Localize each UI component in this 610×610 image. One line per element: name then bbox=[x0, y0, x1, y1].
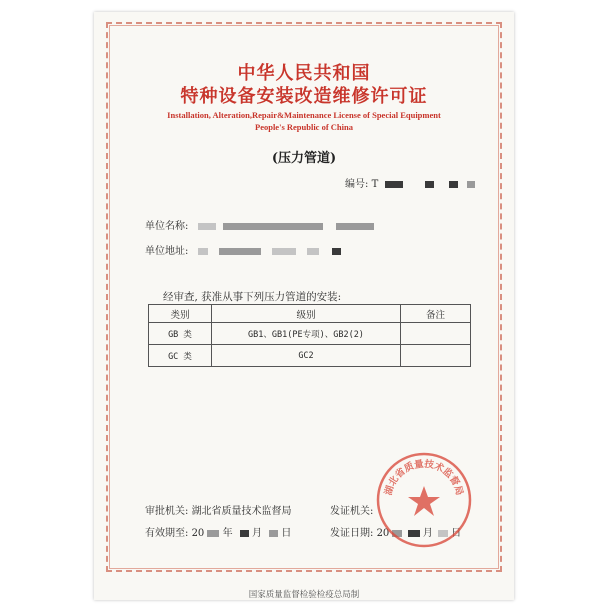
seal-text: 湖北省质量技术监督局 bbox=[383, 458, 465, 497]
issue-date-label: 发证日期: bbox=[330, 528, 374, 539]
issue-day-char: 日 bbox=[451, 528, 462, 539]
license-subtype: (压力管道) bbox=[271, 151, 337, 166]
redaction-mark bbox=[198, 223, 216, 230]
holder-address-row bbox=[145, 242, 341, 257]
redaction-mark bbox=[272, 248, 296, 255]
row-category: GB 类 bbox=[149, 323, 212, 345]
header-note: 备注 bbox=[401, 305, 471, 323]
redaction-mark bbox=[336, 223, 374, 230]
issuer-footnote: 国家质量监督检验检疫总局制 bbox=[248, 590, 360, 600]
license-number-prefix: T bbox=[371, 179, 379, 190]
validity-year-prefix: 20 bbox=[191, 528, 205, 539]
validity-label: 有效期至: bbox=[145, 528, 189, 539]
license-number bbox=[345, 175, 475, 190]
certificate-paper bbox=[94, 12, 514, 600]
redaction-mark bbox=[198, 248, 208, 255]
redaction-mark bbox=[449, 181, 458, 188]
header-category: 类别 bbox=[149, 305, 212, 323]
redaction-mark bbox=[240, 530, 249, 537]
row-category: GC 类 bbox=[149, 345, 212, 367]
official-seal bbox=[374, 450, 474, 550]
validity-day-char: 日 bbox=[281, 528, 292, 539]
approval-authority-row bbox=[145, 502, 292, 517]
holder-address-label: 单位地址: bbox=[145, 246, 189, 257]
validity-month-char: 月 bbox=[252, 528, 263, 539]
row-level: GC2 bbox=[212, 345, 401, 367]
redaction-mark bbox=[207, 530, 219, 537]
redaction-mark bbox=[385, 181, 403, 188]
issue-year-prefix: 20 bbox=[376, 528, 390, 539]
redaction-mark bbox=[425, 181, 434, 188]
title-cn-line2: 特种设备安装改造维修许可证 bbox=[180, 86, 428, 107]
issue-month-char: 月 bbox=[422, 528, 433, 539]
redaction-mark bbox=[219, 248, 261, 255]
redaction-mark bbox=[332, 248, 341, 255]
holder-name-label: 单位名称: bbox=[145, 221, 189, 232]
redaction-mark bbox=[467, 181, 475, 188]
holder-name-row bbox=[145, 217, 374, 232]
validity-row bbox=[145, 524, 291, 539]
row-note bbox=[401, 323, 471, 345]
row-note bbox=[401, 345, 471, 367]
title-en-line1: Installation, Alteration,Repair&Maintenance License of Special Equipment bbox=[167, 110, 441, 120]
redaction-mark bbox=[223, 223, 323, 230]
permit-table bbox=[148, 304, 471, 367]
license-number-label: 编号: bbox=[345, 179, 369, 190]
redaction-mark bbox=[307, 248, 319, 255]
permit-intro: 经审查, 获准从事下列压力管道的安装: bbox=[163, 291, 342, 303]
issuer-row bbox=[330, 502, 373, 517]
table-row bbox=[149, 345, 471, 367]
validity-year-char: 年 bbox=[222, 528, 233, 539]
title-cn-line1: 中华人民共和国 bbox=[237, 63, 371, 84]
approval-label: 审批机关: bbox=[145, 506, 189, 517]
issuer-label: 发证机关: bbox=[330, 506, 374, 517]
table-row bbox=[149, 323, 471, 345]
table-header-row bbox=[149, 305, 471, 323]
header-level: 级别 bbox=[212, 305, 401, 323]
star-icon bbox=[408, 486, 440, 516]
redaction-mark bbox=[269, 530, 278, 537]
title-en-line2: People's Republic of China bbox=[255, 122, 353, 132]
row-level: GB1、GB1(PE专项)、GB2(2) bbox=[212, 323, 401, 345]
approval-value: 湖北省质量技术监督局 bbox=[191, 506, 292, 517]
